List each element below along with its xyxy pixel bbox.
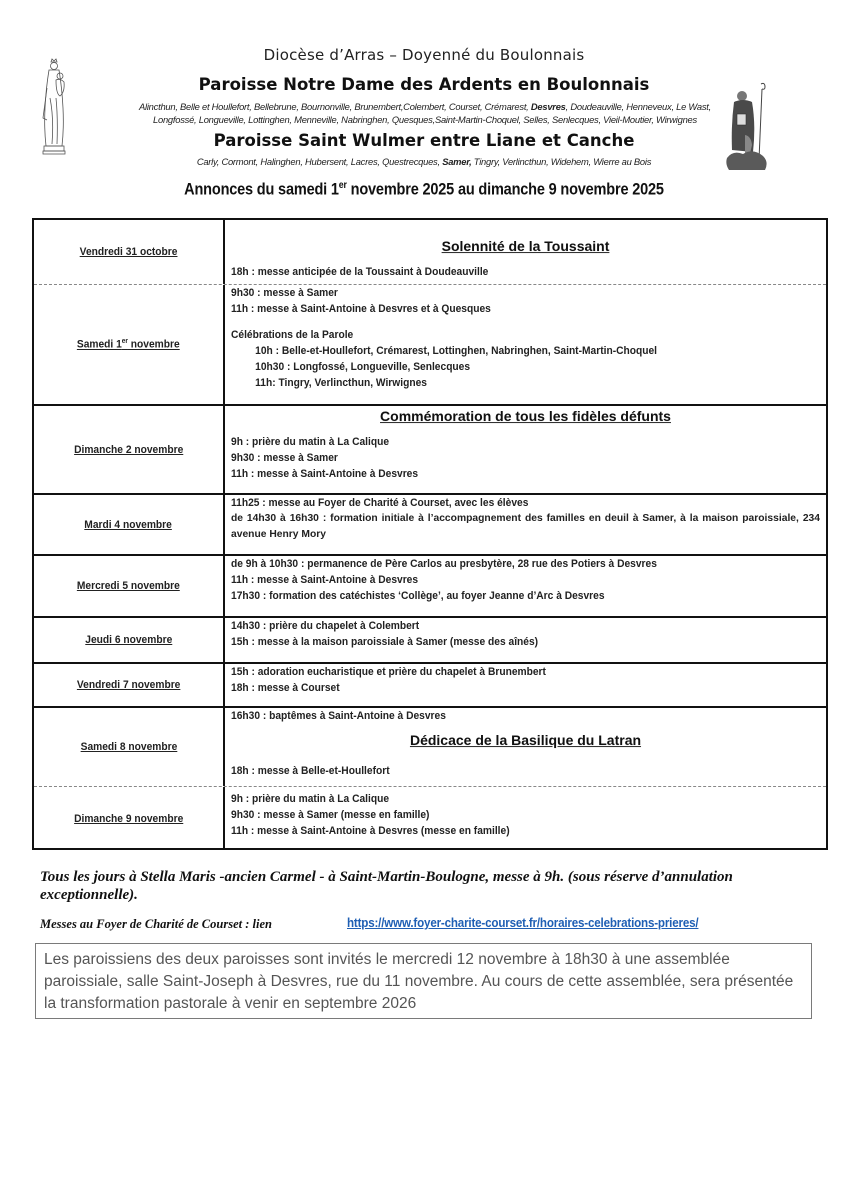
- events-cell: [225, 285, 826, 404]
- title-text: Annonces du samedi 1: [184, 180, 339, 199]
- schedule-row: [34, 404, 826, 493]
- day-cell: [34, 220, 223, 284]
- day-label: [77, 338, 180, 351]
- day-label: Vendredi 31 octobre: [79, 246, 178, 258]
- event-line: 17h30 : formation des catéchistes ‘Collège’, au foyer Jeanne d’Arc à Desvres: [231, 590, 605, 602]
- feast-heading: Dédicace de la Basilique du Latran: [409, 732, 642, 748]
- schedule-row: [34, 786, 826, 850]
- events-cell: [225, 220, 826, 284]
- day-sup: er: [122, 338, 129, 346]
- day-text: novembre: [128, 338, 180, 351]
- day-label: Mercredi 5 novembre: [77, 580, 180, 592]
- event-line: 16h30 : baptêmes à Saint-Antoine à Desvres: [231, 710, 446, 722]
- event-line: 9h30 : messe à Samer: [231, 452, 338, 464]
- events-cell: [225, 495, 826, 554]
- feast-heading: Commémoration de tous les fidèles défunts: [380, 408, 671, 424]
- event-line: 9h : prière du matin à La Calique: [231, 436, 390, 448]
- feast-heading: Solennité de la Toussaint: [441, 238, 610, 254]
- schedule-row: [34, 662, 826, 706]
- event-line: 11h25 : messe au Foyer de Charité à Courset, avec les élèves: [231, 497, 529, 509]
- event-line: de 9h à 10h30 : permanence de Père Carlos au presbytère, 28 rue des Potiers à Desvres: [231, 558, 657, 570]
- event-line: 10h : Belle-et-Houllefort, Crémarest, Lottinghen, Nabringhen, Saint-Martin-Choquel: [255, 345, 658, 357]
- villages-text: Carly, Cormont, Halinghen, Hubersent, Lacres, Questrecques,: [196, 156, 443, 167]
- event-line: 11h : messe à Saint-Antoine à Desvres: [231, 574, 419, 586]
- parish-saint-wulmer-title: Paroisse Saint Wulmer entre Liane et Canche: [213, 131, 635, 150]
- assembly-notice-box: Les paroissiens des deux paroisses sont invités le mercredi 12 novembre à 18h30 à une assemblée paroissiale, salle Saint-Joseph à Desvres, rue du 11 novembre. Au cours de cette assemblée, sera présentée la transformation pastorale à venir en septembre 2026: [35, 943, 812, 1019]
- day-cell: [34, 495, 223, 554]
- day-text: Samedi 1: [77, 338, 123, 351]
- day-cell: [34, 708, 223, 786]
- parish-notre-dame-title: Paroisse Notre Dame des Ardents en Boulonnais: [198, 75, 650, 94]
- event-line: 11h : messe à Saint-Antoine à Desvres et à Quesques: [231, 303, 491, 315]
- schedule-table: [32, 218, 828, 850]
- stella-maris-note: Tous les jours à Stella Maris -ancien Carmel - à Saint-Martin-Boulogne, messe à 9h. (sous réserve d’annulation exceptionnelle).: [40, 869, 733, 903]
- schedule-row: [34, 493, 826, 554]
- events-cell: [225, 787, 826, 850]
- parish-notre-dame-villages: [80, 100, 770, 126]
- event-line: 14h30 : prière du chapelet à Colembert: [231, 620, 420, 632]
- event-line: 11h: Tingry, Verlincthun, Wirwignes: [255, 377, 427, 389]
- schedule-row: [34, 554, 826, 616]
- day-label: Dimanche 2 novembre: [73, 443, 184, 456]
- title-sup: er: [338, 180, 347, 191]
- day-cell: [34, 664, 223, 706]
- villages-text: Longfossé, Longueville, Lottinghen, Menneville, Nabringhen, Quesques,Saint-Martin-Choquel, Selles, Senlecques, Vieil-Moutier, Wirwignes: [153, 114, 697, 125]
- day-label: Dimanche 9 novembre: [73, 812, 184, 825]
- event-line: 9h30 : messe à Samer: [231, 287, 338, 299]
- schedule-row: [34, 220, 826, 284]
- villages-text: , Doudeauville, Henneveux, Le Wast,: [565, 101, 711, 112]
- event-line: 15h : messe à la maison paroissiale à Samer (messe des aînés): [231, 636, 539, 648]
- parish-saint-wulmer-villages: [0, 156, 848, 167]
- villages-text: Alincthun, Belle et Houllefort, Bellebrune, Bournonville, Brunembert,Colembert, Courset, Crémarest,: [139, 101, 531, 112]
- schedule-row: [34, 284, 826, 404]
- schedule-row: [34, 706, 826, 786]
- day-label: Jeudi 6 novembre: [84, 634, 172, 646]
- villages-bold: Samer,: [442, 156, 472, 167]
- day-cell: [34, 285, 223, 404]
- events-cell: [225, 406, 826, 493]
- day-label: Samedi 8 novembre: [80, 741, 177, 753]
- title-text: novembre 2025 au dimanche 9 novembre 2025: [346, 180, 664, 199]
- day-cell: [34, 556, 223, 616]
- events-cell: [225, 556, 826, 616]
- day-cell: [34, 618, 223, 662]
- events-cell: [225, 618, 826, 662]
- event-line: 18h : messe à Belle-et-Houllefort: [231, 765, 390, 777]
- event-line: de 14h30 à 16h30 : formation initiale à l’accompagnement des familles en deuil à Samer, à la maison paroissiale, 234 avenue Henry Mory: [231, 513, 820, 540]
- day-cell: [34, 787, 223, 850]
- event-line: 15h : adoration eucharistique et prière du chapelet à Brunembert: [231, 666, 546, 678]
- day-label: Mardi 4 novembre: [84, 518, 173, 531]
- diocese-title: Diocèse d’Arras – Doyenné du Boulonnais: [263, 46, 585, 64]
- event-line: 10h30 : Longfossé, Longueville, Senlecques: [255, 361, 471, 373]
- announcements-title: [51, 180, 797, 200]
- day-cell: [34, 406, 223, 493]
- event-line: 9h : prière du matin à La Calique: [231, 793, 390, 805]
- foyer-label: Messes au Foyer de Charité de Courset : lien: [40, 917, 272, 931]
- foyer-charite-link[interactable]: https://www.foyer-charite-courset.fr/horaires-celebrations-prieres/: [347, 916, 699, 930]
- virgin-and-child-statue-image: [38, 58, 70, 156]
- event-line: 11h : messe à Saint-Antoine à Desvres (messe en famille): [231, 825, 510, 837]
- events-cell: [225, 708, 826, 786]
- subheading: Célébrations de la Parole: [231, 329, 354, 341]
- villages-bold: Desvres: [530, 101, 566, 112]
- event-line: 18h : messe à Courset: [231, 682, 340, 694]
- villages-text: Tingry, Verlincthun, Widehem, Wierre au Bois: [471, 156, 652, 167]
- events-cell: [225, 664, 826, 706]
- event-line: 18h : messe anticipée de la Toussaint à Doudeauville: [231, 266, 489, 278]
- event-line: 11h : messe à Saint-Antoine à Desvres: [231, 468, 419, 480]
- event-line: 9h30 : messe à Samer (messe en famille): [231, 809, 430, 821]
- saint-wulmer-statue-image: [725, 80, 770, 172]
- day-label: Vendredi 7 novembre: [76, 679, 181, 691]
- schedule-row: [34, 616, 826, 662]
